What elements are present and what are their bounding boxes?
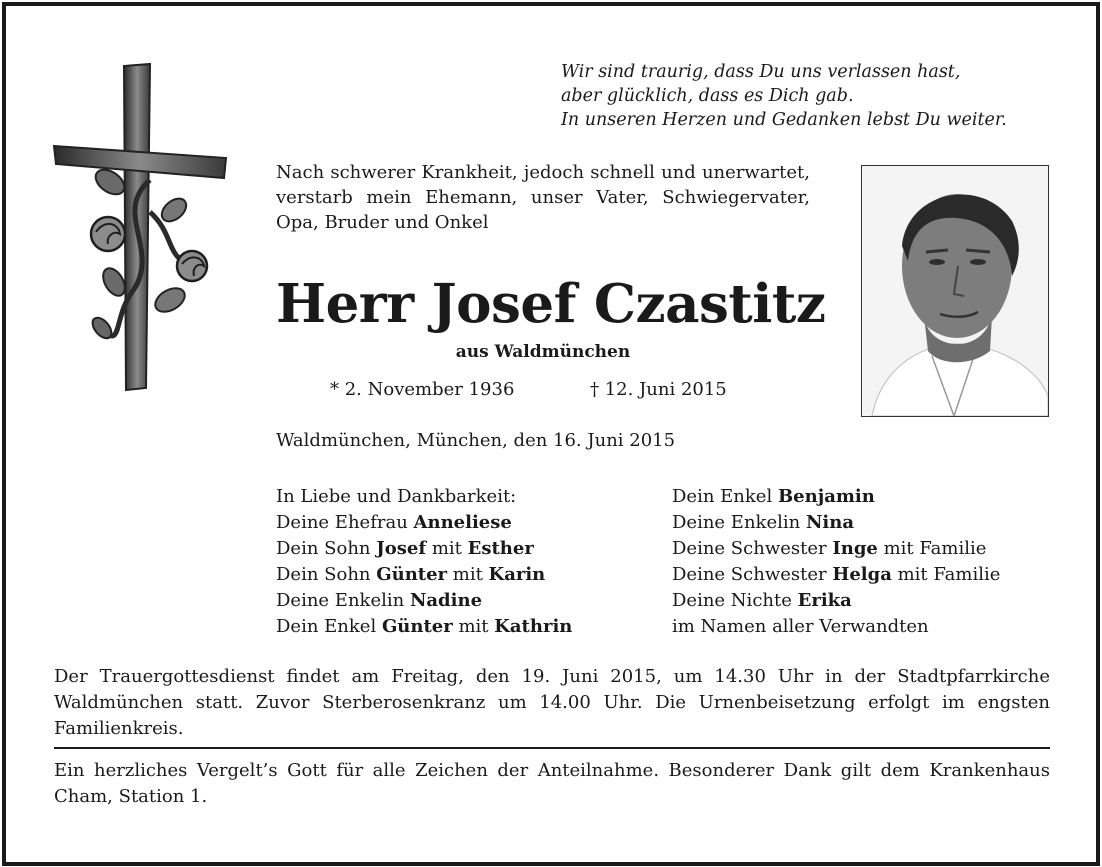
poem-line: Wir sind traurig, dass Du uns verlassen hast, [561, 62, 961, 82]
mourner-entry: Deine Nichte Erika [672, 590, 852, 611]
mourner-entry: Deine Schwester Helga mit Familie [672, 564, 1001, 585]
mourner-entry: Dein Enkel Benjamin [672, 486, 875, 507]
place-date: Waldmünchen, München, den 16. Juni 2015 [276, 430, 676, 451]
mourner-entry: Dein Enkel Günter mit Kathrin [276, 616, 573, 637]
portrait-photo [861, 165, 1049, 417]
mourner-entry: Deine Enkelin Nina [672, 512, 854, 533]
poem-line: In unseren Herzen und Gedanken lebst Du weiter. [561, 110, 1007, 130]
deceased-origin: aus Waldmünchen [455, 342, 631, 362]
mourner-entry: Deine Enkelin Nadine [276, 590, 483, 611]
mourner-entry: Deine Ehefrau Anneliese [276, 512, 512, 533]
mourner-entry: Deine Schwester Inge mit Familie [672, 538, 987, 559]
poem [561, 60, 1007, 132]
intro-text: Nach schwerer Krankheit, jedoch schnell und unerwartet, verstarb mein Ehemann, unser Vater, Schwiegervater, Opa, Bruder und Onkel [276, 162, 810, 233]
mourner-entry: im Namen aller Verwandten [672, 616, 929, 637]
mourners-right-list [672, 484, 1000, 640]
service-info: Der Trauergottesdienst findet am Freitag, den 19. Juni 2015, um 14.30 Uhr in der Stadtpfarrkirche Waldmünchen statt. Zuvor Sterberosenkranz um 14.00 Uhr. Die Urnenbeisetzung erfolgt im engsten Familienkreis. [54, 666, 1050, 739]
mourner-entry: Dein Sohn Günter mit Karin [276, 564, 546, 585]
death-date: † 12. Juni 2015 [590, 379, 727, 400]
mourner-entry: In Liebe und Dankbarkeit: [276, 486, 517, 507]
birth-date: * 2. November 1936 [330, 379, 515, 400]
thanks-note: Ein herzliches Vergelt’s Gott für alle Zeichen der Anteilnahme. Besonderer Dank gilt dem Krankenhaus Cham, Station 1. [54, 760, 1050, 807]
deceased-name: Herr Josef Czastitz [276, 273, 826, 335]
mourners-left-list [276, 484, 572, 640]
cross-with-roses-icon [52, 62, 230, 392]
divider [54, 747, 1050, 749]
mourner-entry: Dein Sohn Josef mit Esther [276, 538, 534, 559]
poem-line: aber glücklich, dass es Dich gab. [561, 86, 854, 106]
